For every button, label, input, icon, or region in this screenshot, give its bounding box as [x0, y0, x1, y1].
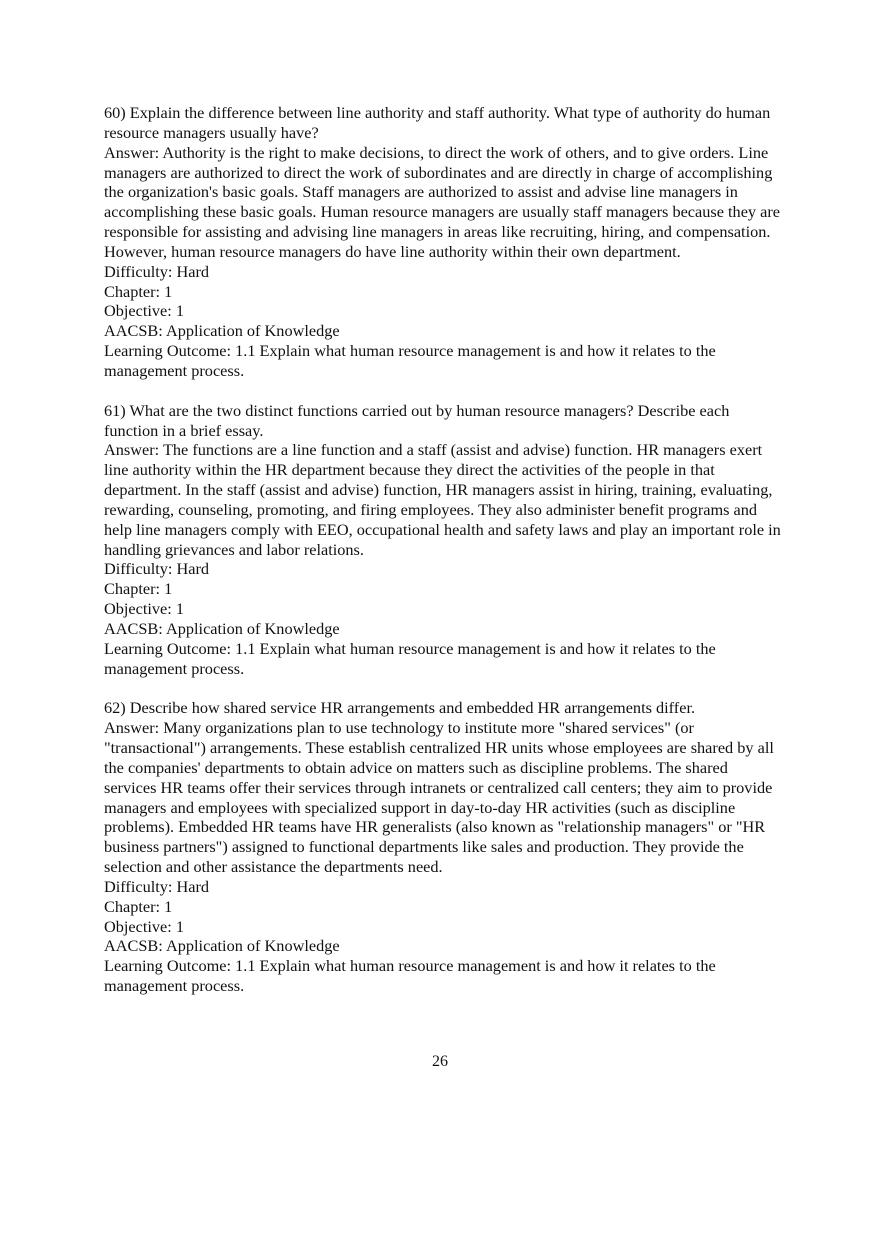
- question-answer: Answer: The functions are a line function and a staff (assist and advise) function. HR managers exert line authority within the HR department because they direct the activities of the people in that department. In the staff (assist and advise) function, HR managers assist in hiring, training, evaluating, rewarding, counseling, promoting, and firing employees. They also administer benefit programs and help line managers comply with EEO, occupational health and safety laws and play an important role in handling grievances and labor relations.: [104, 440, 781, 559]
- question-60: [104, 103, 784, 381]
- question-prompt: 62) Describe how shared service HR arrangements and embedded HR arrangements differ.: [104, 698, 696, 718]
- question-difficulty: Difficulty: Hard: [104, 559, 210, 579]
- question-61: [104, 401, 784, 679]
- question-objective: Objective: 1: [104, 599, 185, 619]
- document-body: [104, 103, 784, 1016]
- question-chapter: Chapter: 1: [104, 896, 173, 916]
- question-difficulty: Difficulty: Hard: [104, 876, 210, 896]
- question-learning-outcome: Learning Outcome: 1.1 Explain what human resource management is and how it relates to the management process.: [104, 956, 716, 996]
- question-62: [104, 698, 784, 996]
- question-answer: Answer: Many organizations plan to use technology to institute more "shared services" (or "transactional") arrangements. These establish centralized HR units whose employees are shared by all the companies' departments to obtain advice on matters such as discipline problems. The shared services HR teams offer their services through intranets or centralized call centers; they aim to provide managers and employees with specialized support in day-to-day HR activities (such as discipline problems). Embedded HR teams have HR generalists (also known as "relationship managers" or "HR business partners") assigned to functional departments like sales and production. They provide the selection and other assistance the departments need.: [104, 718, 774, 877]
- question-learning-outcome: Learning Outcome: 1.1 Explain what human resource management is and how it relates to the management process.: [104, 638, 716, 678]
- question-prompt: 60) Explain the difference between line authority and staff authority. What type of authority do human resource managers usually have?: [104, 103, 771, 142]
- question-aacsb: AACSB: Application of Knowledge: [104, 321, 340, 341]
- question-aacsb: AACSB: Application of Knowledge: [104, 618, 340, 638]
- question-difficulty: Difficulty: Hard: [104, 261, 210, 281]
- question-objective: Objective: 1: [104, 916, 185, 936]
- question-aacsb: AACSB: Application of Knowledge: [104, 936, 340, 956]
- question-prompt: 61) What are the two distinct functions carried out by human resource managers? Describe each function in a brief essay.: [104, 400, 730, 440]
- question-chapter: Chapter: 1: [104, 579, 173, 599]
- question-learning-outcome: Learning Outcome: 1.1 Explain what human resource management is and how it relates to the management process.: [104, 341, 716, 380]
- question-objective: Objective: 1: [104, 301, 185, 321]
- page-number: 26: [432, 1053, 448, 1070]
- question-chapter: Chapter: 1: [104, 281, 173, 301]
- question-answer: Answer: Authority is the right to make decisions, to direct the work of others, and to give orders. Line managers are authorized to direct the work of subordinates and are directly in charge of accomplishing the organization's basic goals. Staff managers are authorized to assist and advise line managers in accomplishing these basic goals. Human resource managers are usually staff managers because they are responsible for assisting and advising line managers in areas like recruiting, hiring, and compensation. However, human resource managers do have line authority within their own department.: [104, 142, 781, 261]
